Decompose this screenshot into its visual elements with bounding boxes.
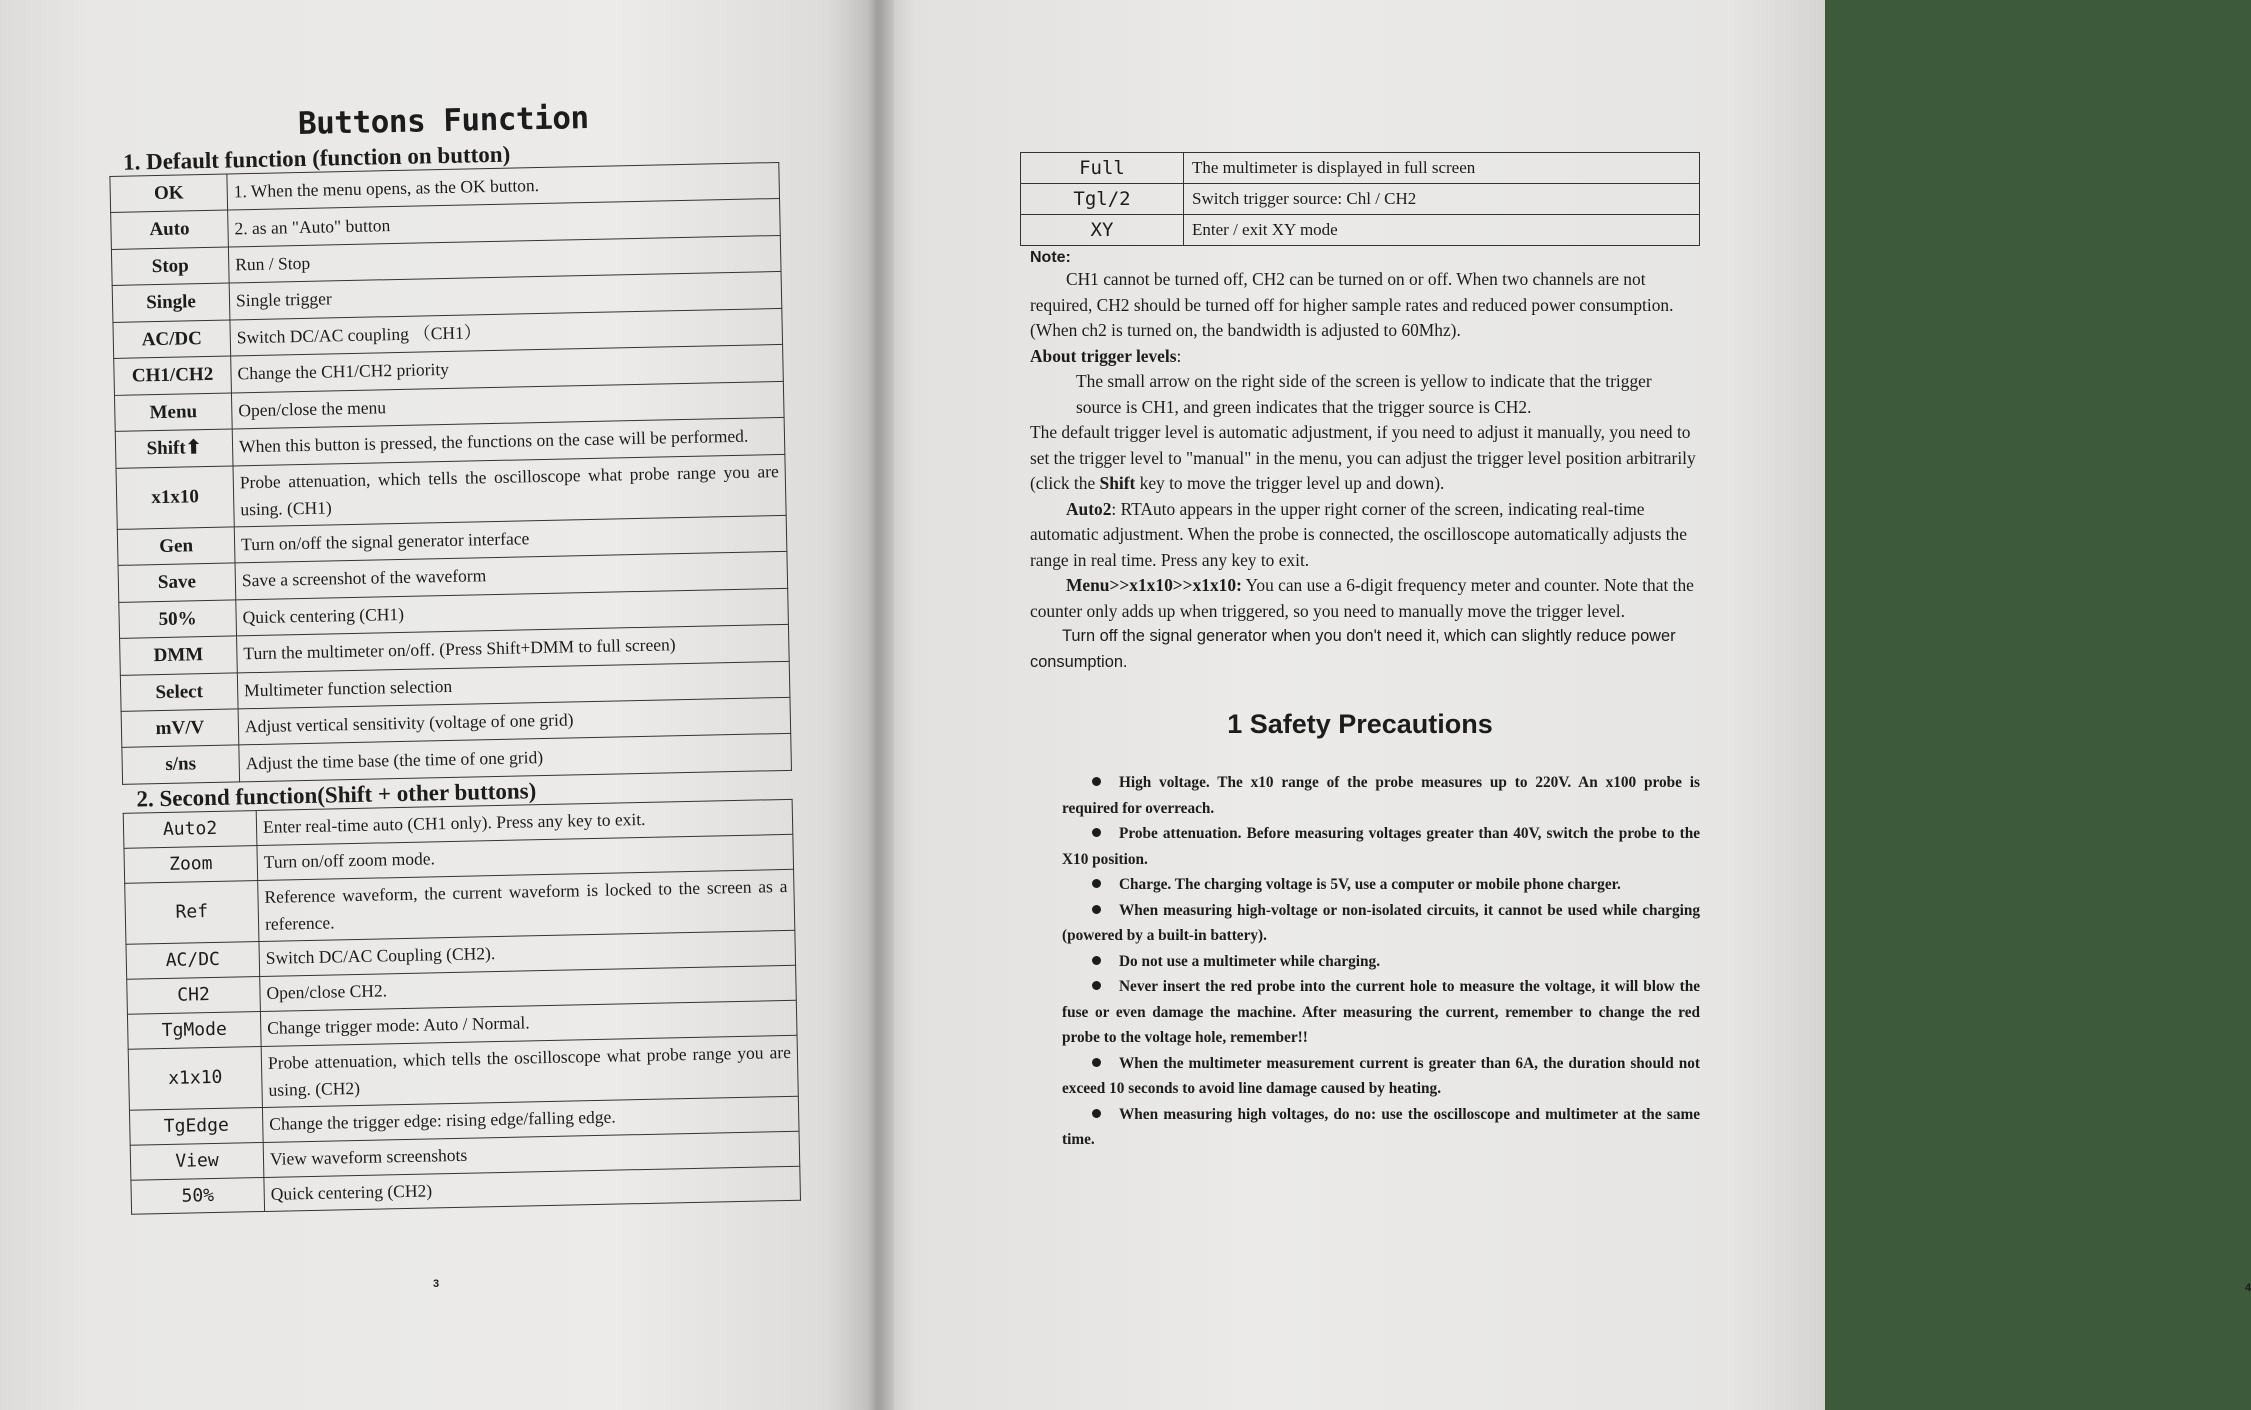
safety-item: [1062, 770, 1700, 821]
menu-paragraph: [1020, 573, 1700, 624]
table-row: [1021, 184, 1700, 215]
safety-item-text: When measuring high voltages, do no: use the oscilloscope and multimeter at the same time.: [1062, 1105, 1700, 1148]
generator-paragraph: Turn off the signal generator when you don't need it, which can slightly reduce power consumption.: [1030, 627, 1676, 671]
trigger-text-after: key to move the trigger level up and down).: [1135, 473, 1445, 493]
safety-item-text: When measuring high-voltage or non-isolated circuits, it cannot be used while charging (powered by a built-in battery).: [1062, 901, 1700, 944]
button-description-cell: Probe attenuation, which tells the oscilloscope what probe range you are using. (CH1): [233, 454, 786, 527]
second-function-table: [123, 799, 801, 1216]
button-name-cell: Save: [118, 563, 236, 602]
button-description-cell: The multimeter is displayed in full screen: [1184, 153, 1700, 184]
button-description-cell: Single trigger: [229, 272, 782, 320]
button-description-cell: Enter / exit XY mode: [1184, 215, 1700, 246]
button-description-cell: Change the CH1/CH2 priority: [231, 345, 784, 393]
button-description-cell: Open/close the menu: [231, 381, 784, 429]
auto2-text: : RTAuto appears in the upper right corner of the screen, indicating real-time automatic adjustment. When the probe is connected, the oscilloscope automatically adjusts the range in real time. Press any key to exit.: [1030, 498, 1687, 570]
button-description-cell: Quick centering (CH1): [236, 588, 789, 636]
safety-item: [1062, 949, 1700, 975]
trigger-heading: About trigger levels: [1030, 345, 1177, 366]
button-description-cell: Turn on/off zoom mode.: [257, 834, 794, 880]
trigger-text-before: The default trigger level is automatic adjustment, if you need to adjust it manually, you need to set the trigger level to "manual" in the menu, you can adjust the trigger level position arbitrarily (click the: [1030, 422, 1696, 493]
button-name-cell: Auto: [111, 210, 229, 249]
safety-item: [1062, 898, 1700, 949]
button-name-cell: Tgl/2: [1021, 184, 1184, 215]
button-name-cell: CH2: [127, 976, 261, 1014]
safety-item-text: Never insert the red probe into the current hole to measure the voltage, it will blow the fuse or even damage the machine. After measuring the current, remember to change the red probe to the voltage hole, remember!!: [1062, 978, 1700, 1046]
button-name-cell: mV/V: [121, 709, 239, 748]
button-description-cell: Quick centering (CH2): [264, 1166, 801, 1212]
button-name-cell: Full: [1021, 153, 1184, 184]
button-description-cell: Switch DC/AC Coupling (CH2).: [259, 930, 796, 976]
note-text: CH1 cannot be turned off, CH2 can be turned on or off. When two channels are not required, CH2 should be turned off for higher sample rates and reduced power consumption. (When ch2 is turned on, the bandwidth is adjusted to 60Mhz).: [1030, 269, 1674, 340]
safety-item: [1062, 974, 1700, 1051]
button-name-cell: AC/DC: [113, 320, 231, 359]
safety-item: [1062, 1051, 1700, 1102]
safety-item-text: High voltage. The x10 range of the probe measures up to 220V. An x100 probe is required for overreach.: [1062, 774, 1700, 817]
safety-item-text: When the multimeter measurement current is greater than 6A, the duration should not exceed 10 seconds to avoid line damage caused by heating.: [1062, 1054, 1700, 1097]
trigger-heading-line: [1020, 344, 1700, 370]
page-title: Buttons Function: [297, 99, 589, 143]
button-description-cell: Probe attenuation, which tells the oscilloscope what probe range you are using. (CH2): [261, 1035, 798, 1107]
gutter-shadow: [868, 0, 894, 1410]
menu-label: Menu>>x1x10>>x1x10:: [1066, 575, 1242, 595]
button-description-cell: When this button is pressed, the functions on the case will be performed.: [232, 417, 785, 465]
safety-item-text: Do not use a multimeter while charging.: [1119, 952, 1381, 970]
button-name-cell: XY: [1021, 215, 1184, 246]
bullet-icon: [1092, 777, 1101, 786]
button-name-cell: DMM: [120, 636, 238, 675]
button-description-cell: Enter real-time auto (CH1 only). Press any key to exit.: [256, 799, 793, 845]
button-description-cell: Change trigger mode: Auto / Normal.: [260, 1000, 797, 1046]
button-name-cell: AC/DC: [126, 941, 260, 979]
button-description-cell: Turn the multimeter on/off. (Press Shift+DMM to full screen): [237, 624, 790, 672]
button-description-cell: Switch trigger source: Chl / CH2: [1184, 184, 1700, 215]
button-description-cell: Open/close CH2.: [260, 965, 797, 1011]
auto2-label: Auto2: [1066, 498, 1112, 519]
bullet-icon: [1092, 828, 1101, 837]
button-name-cell: CH1/CH2: [114, 356, 232, 395]
right-page-content: [1020, 152, 1700, 1153]
page-number-right: 4: [2245, 1282, 2251, 1294]
button-name-cell: Single: [112, 283, 230, 322]
menu-text: You can use a 6-digit frequency meter and counter. Note that the counter only adds up when triggered, so you need to manually move the trigger level.: [1030, 575, 1694, 621]
button-description-cell: Run / Stop: [228, 235, 781, 283]
button-name-cell: Stop: [111, 247, 229, 286]
button-name-cell: Auto2: [123, 810, 257, 848]
bullet-icon: [1092, 1058, 1101, 1067]
button-name-cell: Menu: [114, 393, 232, 432]
safety-list: [1020, 770, 1700, 1153]
button-name-cell: s/ns: [122, 745, 240, 784]
safety-item: [1062, 1102, 1700, 1153]
trigger-paragraph-2: [1020, 420, 1700, 497]
button-name-cell: Ref: [125, 880, 259, 944]
bullet-icon: [1092, 905, 1101, 914]
button-description-cell: 1. When the menu opens, as the OK button.: [227, 162, 780, 210]
left-page-content: [108, 96, 801, 1215]
button-name-cell: Select: [120, 672, 238, 711]
table-row: [1021, 153, 1700, 184]
button-name-cell: x1x10: [116, 465, 234, 529]
button-description-cell: Change the trigger edge: rising edge/falling edge.: [262, 1096, 799, 1142]
left-page: [0, 0, 880, 1410]
auto2-paragraph: [1020, 497, 1700, 574]
trigger-heading-colon: :: [1176, 345, 1182, 366]
table-row: [1021, 215, 1700, 246]
safety-item-text: Charge. The charging voltage is 5V, use a computer or mobile phone charger.: [1119, 876, 1621, 893]
button-description-cell: Switch DC/AC coupling （CH1）: [230, 308, 783, 356]
safety-title: 1 Safety Precautions: [1227, 709, 1493, 739]
bullet-icon: [1092, 981, 1101, 990]
trigger-paragraph-1: The small arrow on the right side of the screen is yellow to indicate that the trigger source is CH1, and green indicates that the trigger source is CH2.: [1076, 371, 1652, 417]
safety-item: [1062, 821, 1700, 872]
page-number-left: 3: [433, 1278, 440, 1290]
button-description-cell: Reference waveform, the current waveform is locked to the screen as a reference.: [258, 869, 795, 941]
function-table-continued: [1020, 152, 1700, 246]
default-function-table: [109, 162, 792, 785]
shift-key-text: Shift: [1099, 473, 1136, 493]
button-name-cell: TgMode: [127, 1011, 261, 1049]
button-name-cell: OK: [110, 174, 228, 213]
button-name-cell: Gen: [117, 527, 235, 566]
button-name-cell: Shift⬆: [115, 429, 233, 468]
button-description-cell: Turn on/off the signal generator interface: [234, 515, 787, 563]
button-description-cell: Save a screenshot of the waveform: [235, 552, 788, 600]
button-description-cell: Adjust the time base (the time of one grid): [239, 734, 792, 782]
safety-item: [1062, 872, 1700, 898]
button-description-cell: View waveform screenshots: [263, 1131, 800, 1177]
button-name-cell: 50%: [131, 1177, 265, 1215]
section2-heading: 2. Second function(Shift + other buttons): [136, 777, 537, 812]
button-name-cell: x1x10: [128, 1046, 262, 1110]
button-name-cell: 50%: [119, 600, 237, 639]
bullet-icon: [1092, 879, 1101, 888]
button-name-cell: Zoom: [124, 845, 258, 883]
note-label: Note:: [1030, 249, 1071, 266]
button-description-cell: Adjust vertical sensitivity (voltage of one grid): [238, 697, 791, 745]
bullet-icon: [1092, 956, 1101, 965]
button-name-cell: TgEdge: [129, 1107, 263, 1145]
button-description-cell: Multimeter function selection: [237, 661, 790, 709]
safety-item-text: Probe attenuation. Before measuring voltages greater than 40V, switch the probe to the X10 position.: [1062, 825, 1700, 868]
button-description-cell: 2. as an "Auto" button: [228, 199, 781, 247]
bullet-icon: [1092, 1109, 1101, 1118]
button-name-cell: View: [130, 1142, 264, 1180]
section1-heading: 1. Default function (function on button): [122, 141, 511, 175]
